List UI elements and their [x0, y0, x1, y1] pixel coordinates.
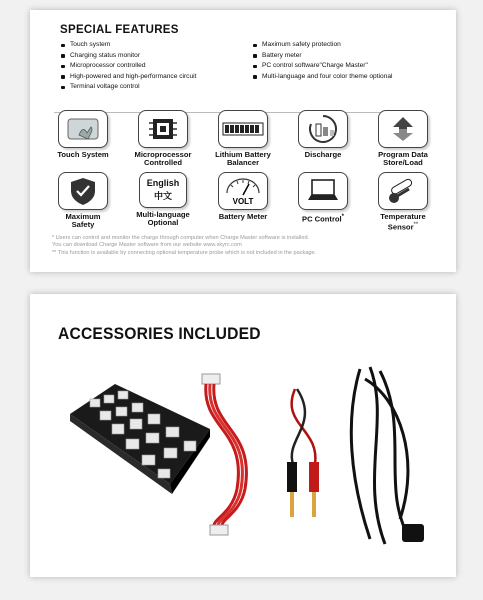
- icon-label: Touch System: [57, 150, 109, 159]
- feature-item: Terminal voltage control: [60, 82, 196, 93]
- icon-label: Discharge: [304, 150, 342, 159]
- battery-balancer-icon: [218, 110, 268, 148]
- feature-item: Microprocessor controlled: [60, 61, 196, 72]
- feature-pc-control: [283, 172, 363, 224]
- icon-text-english: English: [146, 178, 180, 188]
- features-right-list: [252, 40, 393, 82]
- icon-label: Microprocessor: [134, 150, 192, 159]
- feature-touch-system: [43, 110, 123, 159]
- discharge-icon: [298, 110, 348, 148]
- feature-discharge: [283, 110, 363, 159]
- feature-multi-language: [123, 172, 203, 227]
- footnote-marker: *: [341, 214, 344, 220]
- pc-control-icon: [298, 172, 348, 210]
- feature-max-safety: [43, 172, 123, 229]
- battery-meter-icon: [218, 172, 268, 210]
- touch-system-icon: [58, 110, 108, 148]
- icon-label: Sensor: [387, 222, 414, 232]
- footnote-2: ** This function is available by connecting optional temperature probe which is not included in the package.: [52, 250, 317, 256]
- icon-label: Multi-language: [136, 210, 190, 219]
- icon-label: Optional: [147, 218, 179, 228]
- icon-label: Lithium Battery: [215, 150, 271, 159]
- footnote-1a: * Users can control and monitor the charge through computer when Charge Master software is installed.: [52, 235, 310, 241]
- accessories-panel: [30, 294, 456, 577]
- feature-battery-meter: [203, 172, 283, 221]
- icon-label: Temperature: [380, 212, 426, 221]
- balance-cable-image: [192, 369, 262, 539]
- footnote-marker: **: [413, 222, 419, 229]
- icon-label: Store/Load: [383, 158, 423, 168]
- footnote-1b: You can download Charge Master software from our website www.skyrc.com: [52, 242, 242, 248]
- icon-label: Program Data: [378, 150, 428, 159]
- icon-label: Controlled: [144, 158, 182, 168]
- icon-label: PC Control: [302, 214, 342, 224]
- feature-program-data: [363, 110, 443, 167]
- feature-item: Touch system: [60, 40, 196, 51]
- special-features-panel: [30, 10, 456, 272]
- icon-label: Battery Meter: [218, 212, 268, 221]
- feature-item: Battery meter: [252, 51, 393, 62]
- program-data-icon: [378, 110, 428, 148]
- accessories-title: ACCESSORIES INCLUDED: [58, 324, 261, 343]
- feature-battery-balancer: [203, 110, 283, 167]
- feature-temperature-sensor: [363, 172, 443, 232]
- icon-text-volt: VOLT: [232, 197, 254, 206]
- balance-board-image: [60, 369, 210, 499]
- icon-label: Balancer: [226, 158, 260, 168]
- banana-plug-lead-image: [275, 384, 335, 534]
- special-features-title: SPECIAL FEATURES: [60, 24, 179, 36]
- temperature-sensor-icon: [378, 172, 428, 210]
- microprocessor-icon: [138, 110, 188, 148]
- feature-item: Multi-language and four color theme optional: [252, 72, 393, 83]
- icon-text-chinese: 中文: [153, 191, 172, 201]
- icon-label: Maximum: [65, 212, 101, 221]
- max-safety-icon: [58, 172, 108, 210]
- feature-item: High-powered and high-performance circuit: [60, 72, 196, 83]
- feature-item: Charging status monitor: [60, 51, 196, 62]
- icon-label: Safety: [71, 220, 95, 230]
- feature-item: PC control software"Charge Master": [252, 61, 393, 72]
- features-left-list: [60, 40, 196, 93]
- feature-microprocessor: [123, 110, 203, 167]
- power-cable-image: [340, 359, 450, 554]
- multi-language-icon: [139, 172, 187, 208]
- feature-item: Maximum safety protection: [252, 40, 393, 51]
